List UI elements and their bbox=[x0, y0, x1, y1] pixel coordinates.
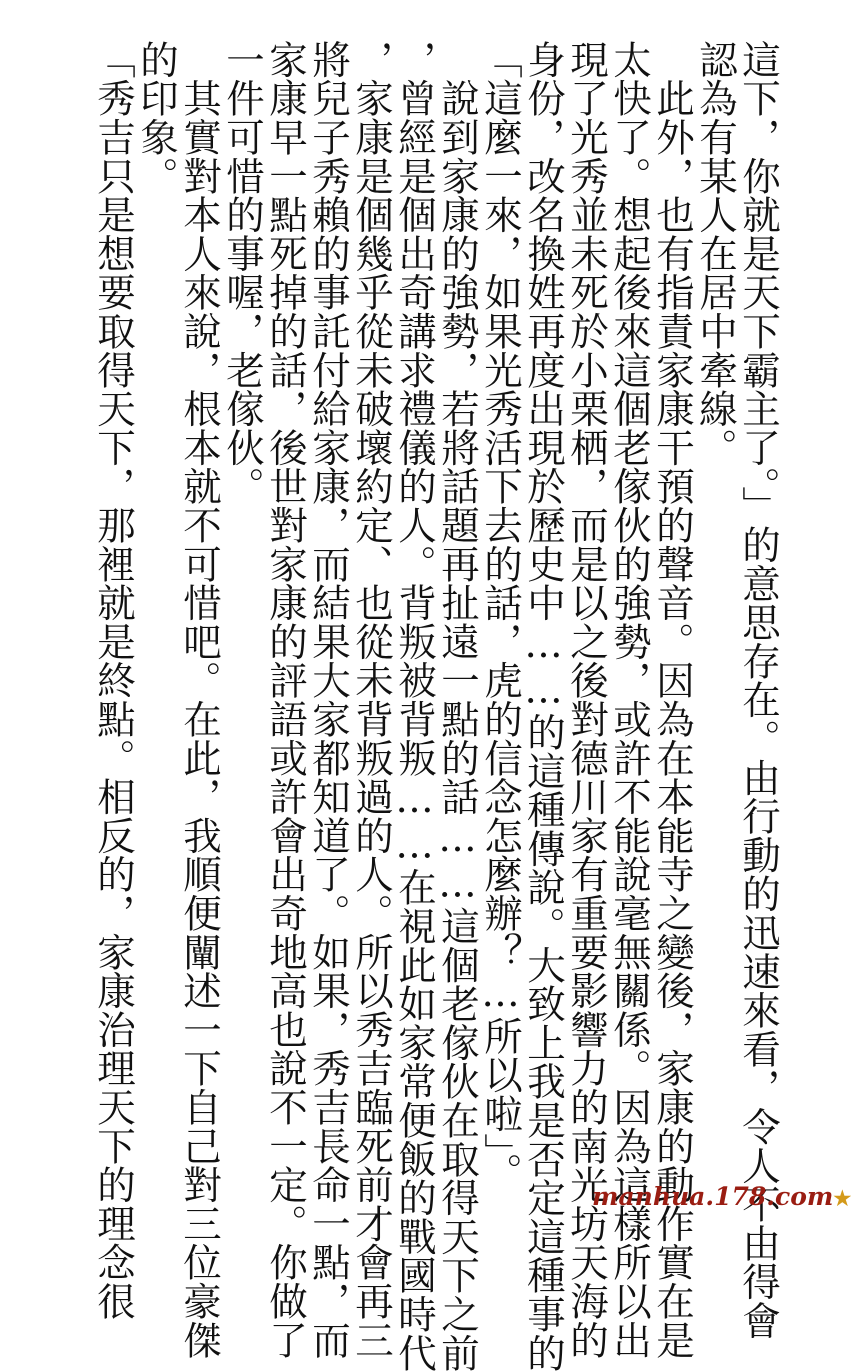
watermark bbox=[592, 1178, 851, 1216]
text-column: 認為有某人在居中牽線。 bbox=[693, 40, 738, 467]
text-column: 說到家康的強勢，若將話題再扯遠一點的話……這個老傢伙在取得天下之前 bbox=[435, 40, 480, 1372]
text-column: 「秀吉只是想要取得天下，那裡就是終點。相反的，家康治理天下的理念很 bbox=[91, 40, 136, 1321]
text-column: 此外，也有指責家康干預的聲音。因為在本能寺之變後，家康的動作實在是 bbox=[650, 40, 695, 1360]
star-icon: ★ bbox=[833, 1186, 851, 1210]
text-column: 將兒子秀賴的事託付給家康，而結果大家都知道了。如果，秀吉長命一點，而 bbox=[306, 40, 351, 1360]
text-column: 這下，你就是天下霸主了。」的意思存在。由行動的迅速來看，令人不由得會 bbox=[736, 40, 781, 1340]
text-column: 的印象。 bbox=[134, 40, 179, 196]
text-column: 家康早一點死掉的話，後世對家康的評語或許會出奇地高也說不一定。你做了 bbox=[263, 40, 308, 1360]
text-column: 太快了。想起後來這個老傢伙的強勢，或許不能說毫無關係。因為這樣所以出 bbox=[607, 40, 652, 1360]
watermark-text: manhua.178.com bbox=[592, 1182, 834, 1211]
text-column: 一件可惜的事喔，老傢伙。 bbox=[220, 40, 265, 506]
text-column: ，家康是個幾乎從未破壞約定、也從未背叛過的人。所以秀吉臨死前才會再三 bbox=[349, 40, 394, 1360]
text-column: 現了光秀並未死於小栗栖，而是以之後對德川家有重要影響力的南光坊天海的 bbox=[564, 40, 609, 1360]
text-column: 「這麼一來，如果光秀活下去的話，虎的信念怎麼辦？…所以啦」。 bbox=[478, 40, 523, 1192]
text-column: 身份，改名換姓再度出現於歷史中……的這種傳說。大致上我是否定這種事的 bbox=[521, 40, 566, 1372]
text-column: 其實對本人來說，根本就不可惜吧。在此，我順便闡述一下自己對三位豪傑 bbox=[177, 40, 222, 1360]
text-column: ，曾經是個出奇講求禮儀的人。背叛被背叛……在視此如家常便飯的戰國時代 bbox=[392, 40, 437, 1372]
